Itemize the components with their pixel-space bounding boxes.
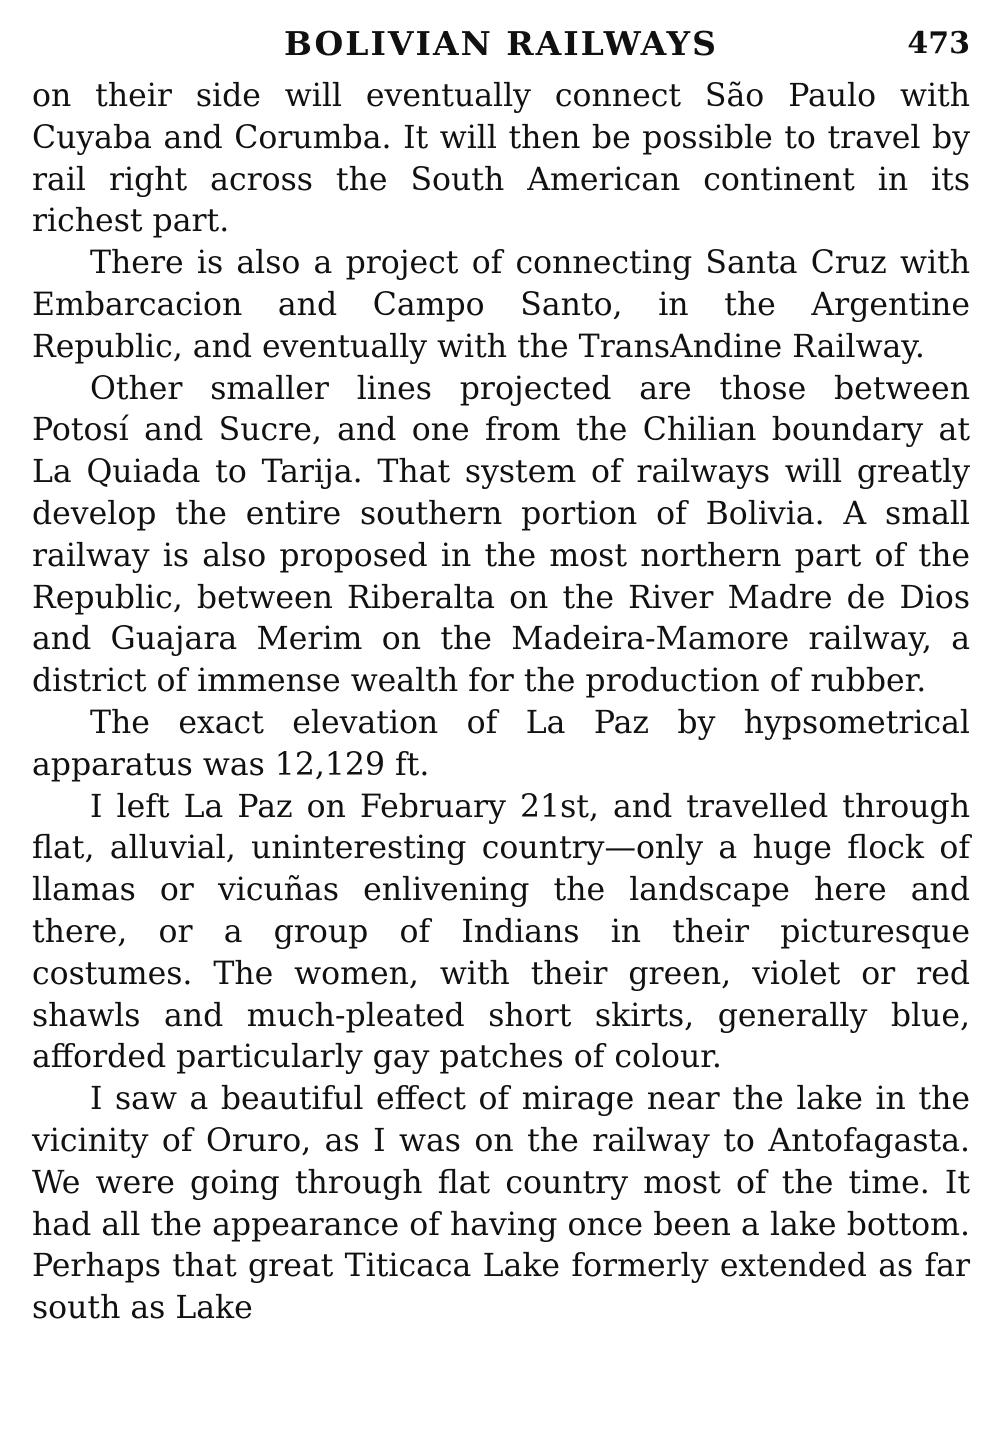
- paragraph: The exact elevation of La Paz by hypsometrical apparatus was 12,129 ft.: [32, 704, 970, 783]
- paragraph: I saw a beautiful effect of mirage near the lake in the vicinity of Oruro, as I was on the railway to Antofagasta. We were going through flat country most of the time. It had all the appearance of having once been a lake bottom. Perhaps that great Titicaca Lake formerly extended as far south as Lake: [32, 1081, 970, 1327]
- paragraph: There is also a project of connecting Santa Cruz with Embarcacion and Campo Santo, in the Argentine Republic, and eventually with the TransAndine Railway.: [32, 245, 970, 365]
- body-text: [32, 76, 970, 1330]
- paragraph-continued: on their side will eventually connect São Paulo with Cuyaba and Corumba. It will then be possible to travel by rail right across the South American continent in its richest part.: [32, 78, 970, 240]
- page-header: [32, 18, 970, 76]
- page-number: 473: [907, 26, 970, 61]
- running-title: BOLIVIAN RAILWAYS: [284, 24, 718, 63]
- book-page: [32, 18, 970, 1330]
- paragraph: Other smaller lines projected are those between Potosí and Sucre, and one from the Chilian boundary at La Quiada to Tarija. That system of railways will greatly develop the entire southern portion of Bolivia. A small railway is also proposed in the most northern part of the Republic, between Riberalta on the River Madre de Dios and Guajara Merim on the Madeira-Mamore railway, a district of immense wealth for the production of rubber.: [32, 370, 970, 700]
- paragraph: I left La Paz on February 21st, and travelled through flat, alluvial, uninteresting country—only a huge flock of llamas or vicuñas enlivening the landscape here and there, or a group of Indians in their picturesque costumes. The women, with their green, violet or red shawls and much-pleated short skirts, generally blue, afforded particularly gay patches of colour.: [32, 788, 970, 1076]
